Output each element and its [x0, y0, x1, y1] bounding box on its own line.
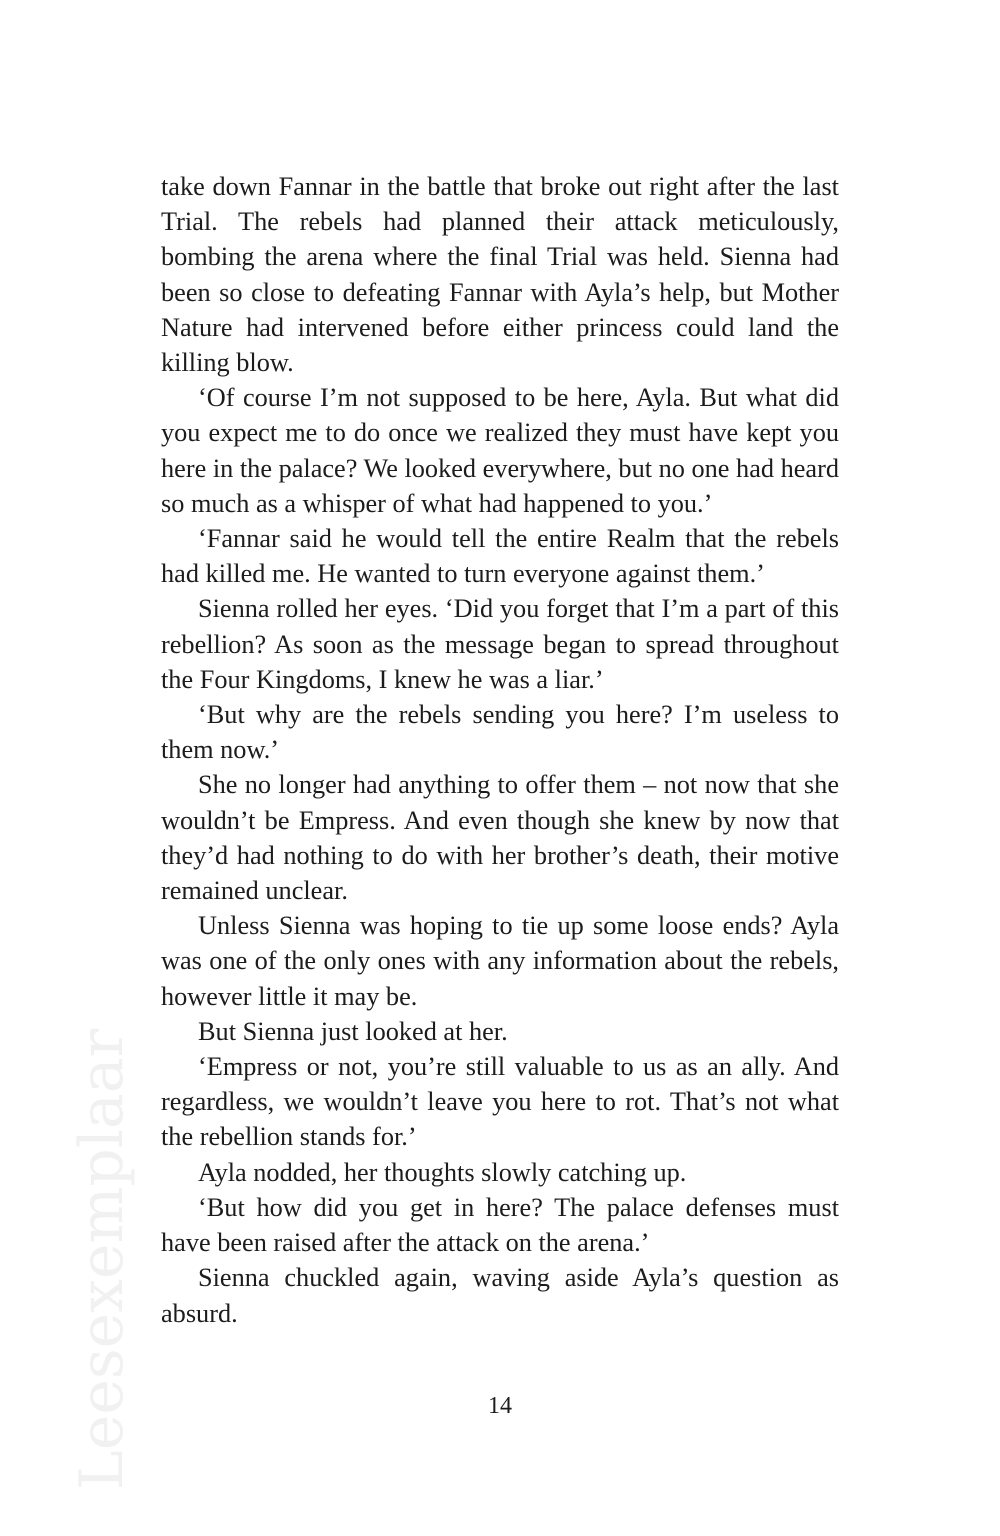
paragraph: ‘Empress or not, you’re still valuable to us as an ally. And regardless, we wouldn’t leave you here to rot. That’s not what the rebellion stands for.’	[161, 1052, 839, 1152]
paragraph: But Sienna just looked at her.	[198, 1016, 508, 1046]
paragraph: ‘Fannar said he would tell the entire Realm that the rebels had killed me. He wanted to turn everyone against them.’	[161, 524, 839, 589]
paragraph: take down Fannar in the battle that broke out right after the last Trial. The rebels had planned their attack meticulously, bombing the arena where the final Trial was held. Sienna had been so close to defeating Fannar with Ayla’s help, but Mother Nature had intervened before either princess could land the killing blow.	[161, 172, 839, 378]
page-number: 14	[488, 1393, 512, 1419]
paragraph: ‘But why are the rebels sending you here? I’m useless to them now.’	[161, 700, 839, 765]
watermark: Leesexemplaar	[67, 1028, 137, 1490]
paragraph: She no longer had anything to offer them – not now that she wouldn’t be Empress. And even though she knew by now that they’d had nothing to do with her brother’s death, their motive remained unclear.	[161, 770, 839, 906]
paragraph: ‘Of course I’m not supposed to be here, Ayla. But what did you expect me to do once we realized they must have kept you here in the palace? We looked everywhere, but no one had heard so much as a whisper of what had happened to you.’	[161, 383, 839, 518]
paragraph: Sienna chuckled again, waving aside Ayla’s question as absurd.	[161, 1263, 839, 1328]
body-text	[161, 169, 839, 1331]
paragraph: Ayla nodded, her thoughts slowly catching up.	[198, 1157, 687, 1187]
paragraph: Unless Sienna was hoping to tie up some loose ends? Ayla was one of the only ones with any information about the rebels, however little it may be.	[161, 911, 839, 1011]
paragraph: ‘But how did you get in here? The palace defenses must have been raised after the attack on the arena.’	[161, 1192, 839, 1258]
paragraph: Sienna rolled her eyes. ‘Did you forget that I’m a part of this rebellion? As soon as the message began to spread throughout the Four Kingdoms, I knew he was a liar.’	[161, 594, 839, 694]
